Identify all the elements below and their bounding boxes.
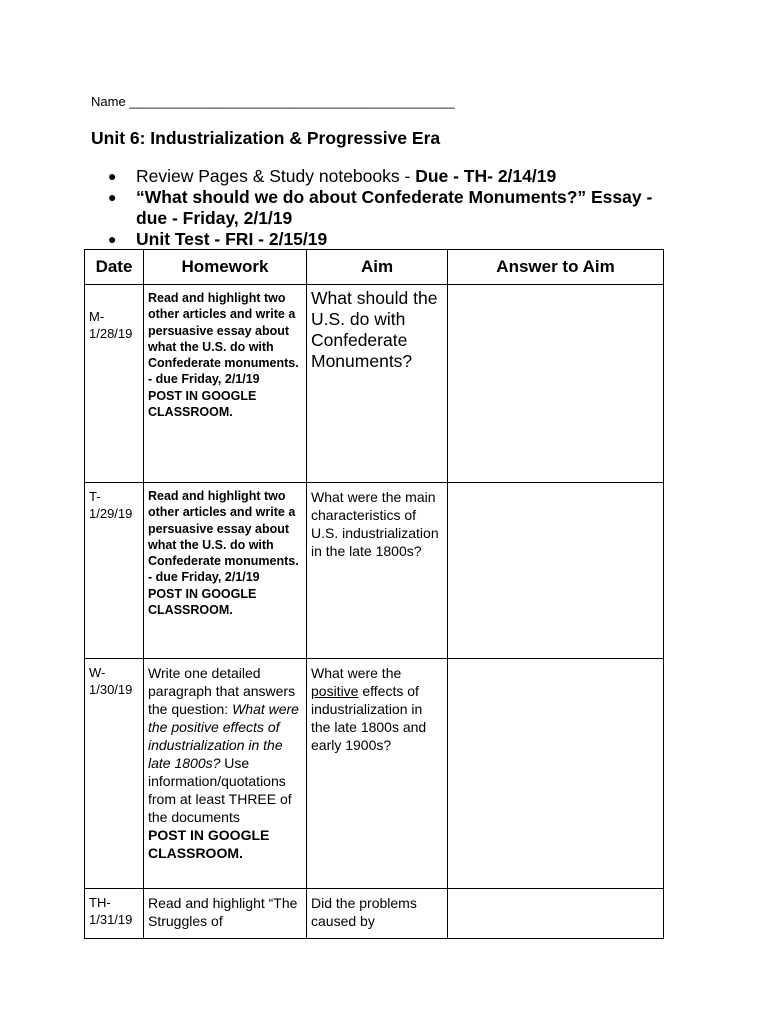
aim-text: Did the problems caused by — [311, 895, 417, 929]
homework-text: Write one detailed paragraph that answers the question: — [148, 665, 296, 717]
homework-post: POST IN GOOGLE CLASSROOM. — [148, 827, 270, 861]
homework-post: POST IN GOOGLE CLASSROOM. — [148, 586, 257, 618]
table-row — [85, 889, 664, 939]
table-row — [85, 285, 664, 483]
aim-text: What were the main characteristics of U.S. industrialization in the late 1800s? — [311, 489, 439, 559]
bullet-icon: ● — [108, 189, 117, 205]
date-cell — [85, 889, 144, 939]
aim-text-cont: effects of industrialization in the late 1800s and early 1900s? — [311, 683, 427, 753]
answer-cell[interactable] — [448, 285, 664, 483]
list-item — [108, 187, 688, 229]
header-aim: Aim — [307, 250, 448, 285]
date-cell — [85, 285, 144, 483]
homework-cell — [144, 659, 307, 889]
table-row — [85, 483, 664, 659]
list-item — [108, 166, 688, 187]
list-item-text: Review Pages & Study notebooks - — [136, 166, 416, 186]
unit-title: Unit 6: Industrialization & Progressive Era — [91, 128, 441, 148]
name-line: Name _____________________________________________ — [91, 94, 455, 109]
bullet-icon: ● — [108, 231, 117, 247]
homework-question: What were the positive effects of industrialization in the late 1800s? — [148, 701, 299, 771]
homework-text-cont: Use information/quotations from at least THREE of the documents — [148, 755, 292, 825]
answer-cell[interactable] — [448, 889, 664, 939]
list-item-due: Due - TH- 2/14/19 — [415, 166, 557, 186]
list-item-essay: “What should we do about Confederate Monuments?” Essay - due - Friday, 2/1/19 — [136, 187, 653, 228]
aim-text: What should the U.S. do with Confederate Monuments? — [311, 288, 438, 371]
date-value: 1/29/19 — [89, 506, 133, 521]
homework-cell — [144, 889, 307, 939]
date-day: M- — [89, 309, 105, 324]
date-cell — [85, 659, 144, 889]
answer-cell[interactable] — [448, 659, 664, 889]
homework-text: Read and highlight two other articles and write a persuasive essay about what the U.S. do with Confederate monuments. - due Friday, 2/1/19 — [148, 291, 299, 387]
homework-table — [84, 249, 664, 939]
date-day: W- — [89, 665, 106, 680]
aim-cell — [307, 483, 448, 659]
bullet-icon: ● — [108, 168, 117, 184]
date-value: 1/28/19 — [89, 326, 133, 341]
date-cell — [85, 483, 144, 659]
homework-text: Read and highlight two other articles and write a persuasive essay about what the U.S. do with Confederate monuments. - due Friday, 2/1/19 — [148, 489, 299, 585]
homework-post: POST IN GOOGLE CLASSROOM. — [148, 388, 257, 420]
header-homework: Homework — [144, 250, 307, 285]
list-item — [108, 229, 688, 250]
date-day: TH- — [89, 895, 111, 910]
aim-cell — [307, 659, 448, 889]
date-value: 1/30/19 — [89, 682, 133, 697]
aim-cell — [307, 889, 448, 939]
assignment-list — [108, 166, 688, 250]
date-value: 1/31/19 — [89, 912, 133, 927]
homework-text: Read and highlight “The Struggles of — [148, 895, 298, 929]
aim-text: What were the — [311, 665, 402, 681]
date-day: T- — [89, 489, 101, 504]
table-row — [85, 659, 664, 889]
answer-cell[interactable] — [448, 483, 664, 659]
homework-cell — [144, 285, 307, 483]
list-item-test: Unit Test - FRI - 2/15/19 — [136, 229, 328, 249]
header-answer: Answer to Aim — [448, 250, 664, 285]
homework-cell — [144, 483, 307, 659]
aim-cell — [307, 285, 448, 483]
header-date: Date — [85, 250, 144, 285]
aim-emphasis: positive — [311, 683, 359, 699]
table-header-row — [85, 250, 664, 285]
